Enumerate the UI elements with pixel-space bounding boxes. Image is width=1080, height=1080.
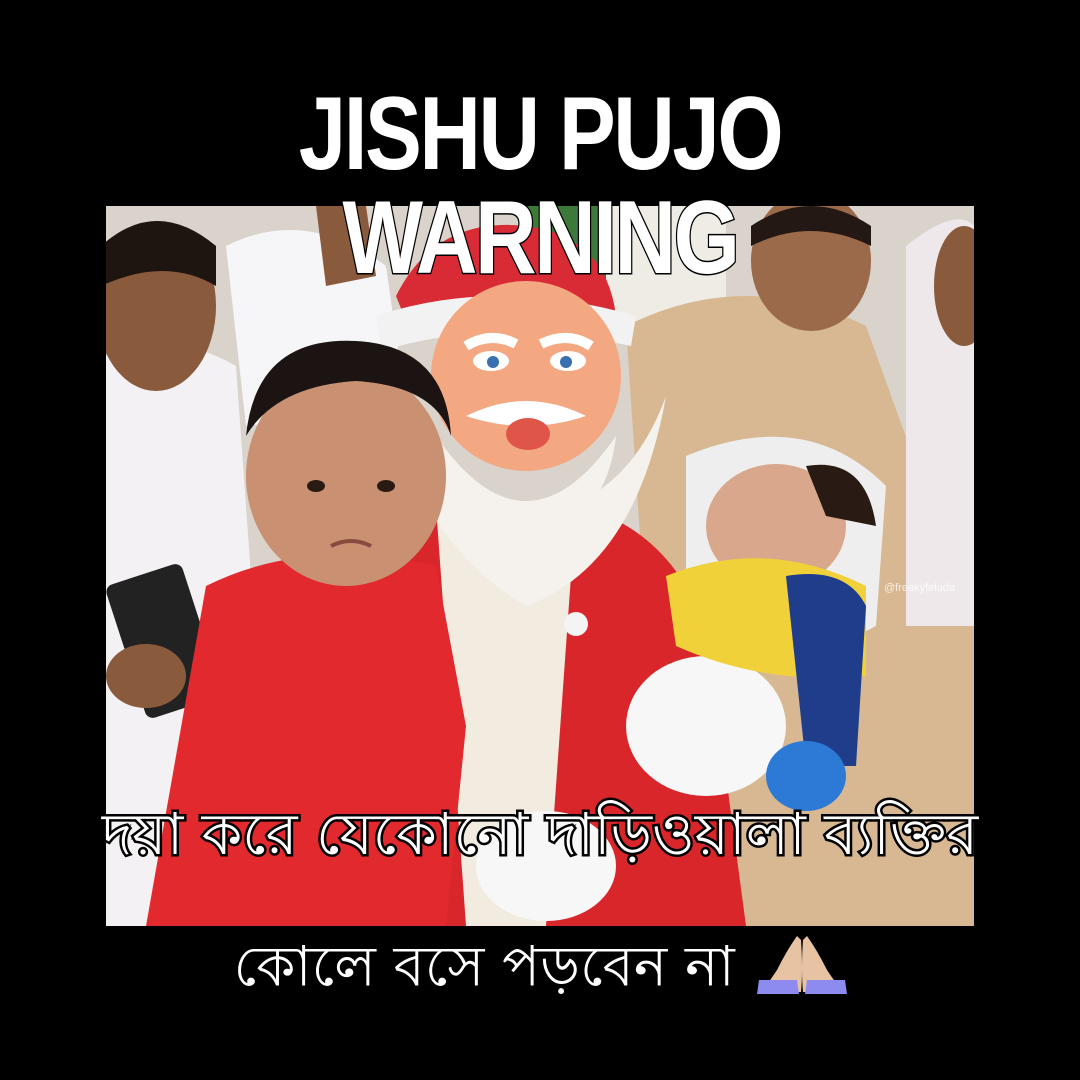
- praying-hands-icon: [757, 930, 847, 1011]
- caption-line-2: [0, 930, 1080, 1011]
- watermark: @freakyfeluda: [884, 582, 956, 594]
- meme-title: JISHU PUJO WARNING: [298, 76, 782, 296]
- caption-line-1: দয়া করে যেকোনো দাড়িওয়ালা ব্যক্তির: [101, 800, 979, 868]
- caption-line-2-text: কোলে বসে পড়বেন না: [233, 934, 735, 1000]
